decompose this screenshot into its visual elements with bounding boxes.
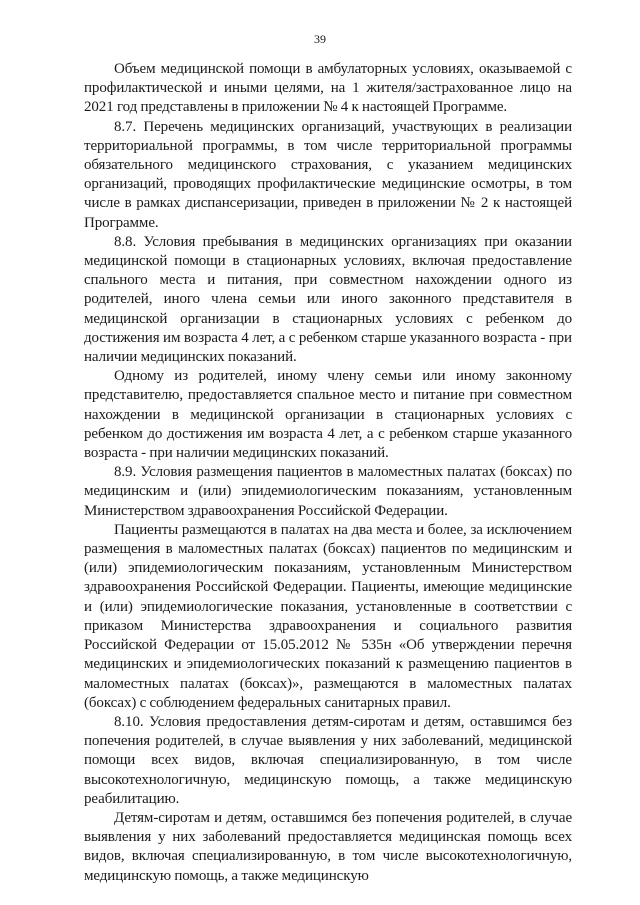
paragraph-8-8: 8.8. Условия пребывания в медицинских организациях при оказании медицинской помощи в стационарных условиях, включая предоставление спального места и питания, при совместном нахождении одного из родителей, иного члена семьи или иного законного представителя в медицинской организации в стационарных условиях с ребенком до достижения им возраста 4 лет, а с ребенком старше указанного возраста - при наличии медицинских показаний.: [84, 233, 572, 366]
paragraph-8-9: 8.9. Условия размещения пациентов в маломестных палатах (боксах) по медицинским и (или) эпидемиологическим показаниям, установленным Министерством здравоохранения Российской Федерации.: [84, 464, 572, 519]
paragraph-8-7: 8.7. Перечень медицинских организаций, участвующих в реализации территориальной программы, в том числе территориальной программы обязательного медицинского страхования, с указанием медицинских организаций, проводящих профилактические медицинские осмотры, в том числе в рамках диспансеризации, приведен в приложении № 2 к настоящей Программе.: [84, 118, 572, 231]
paragraph-parent-accommodation: Одному из родителей, иному члену семьи или иному законному представителю, предоставляется спальное место и питание при совместном нахождении в медицинской организации в стационарных условиях с ребенком до достижения им возраста 4 лет, а с ребенком старше указанного возраста - при наличии медицинских показаний.: [84, 368, 572, 462]
paragraph-ambulatory-volume: Объем медицинской помощи в амбулаторных условиях, оказываемой с профилактической и иными целями, на 1 жителя/застрахованное лицо на 2021 год представлены в приложении № 4 к настоящей Программе.: [84, 61, 572, 116]
document-body: [84, 60, 572, 886]
paragraph-orphans-care: Детям-сиротам и детям, оставшимся без попечения родителей, в случае выявления у них заболеваний предоставляется медицинская помощь всех видов, включая специализированную, в том числе высокотехнологичную, медицинскую помощь, а также медицинскую: [84, 809, 572, 884]
paragraph-patient-placement: Пациенты размещаются в палатах на два места и более, за исключением размещения в маломестных палатах (боксах) пациентов по медицинским и (или) эпидемиологическим показаниям, установленным Министерством здравоохранения Российской Федерации. Пациенты, имеющие медицинские и (или) эпидемиологические показания, установленные в соответствии с приказом Министерства здравоохранения и социального развития Российской Федерации от 15.05.2012 № 535н «Об утверждении перечня медицинских и эпидемиологических показаний к размещению пациентов в маломестных палатах (боксах)», размещаются в маломестных палатах (боксах) с соблюдением федеральных санитарных правил.: [84, 521, 572, 711]
paragraph-8-10: 8.10. Условия предоставления детям-сиротам и детям, оставшимся без попечения родителей, в случае выявления у них заболеваний, медицинской помощи всех видов, включая специализированную, в том числе высокотехнологичную, медицинскую помощь, а также медицинскую реабилитацию.: [84, 713, 572, 807]
page-number: 39: [314, 32, 326, 46]
